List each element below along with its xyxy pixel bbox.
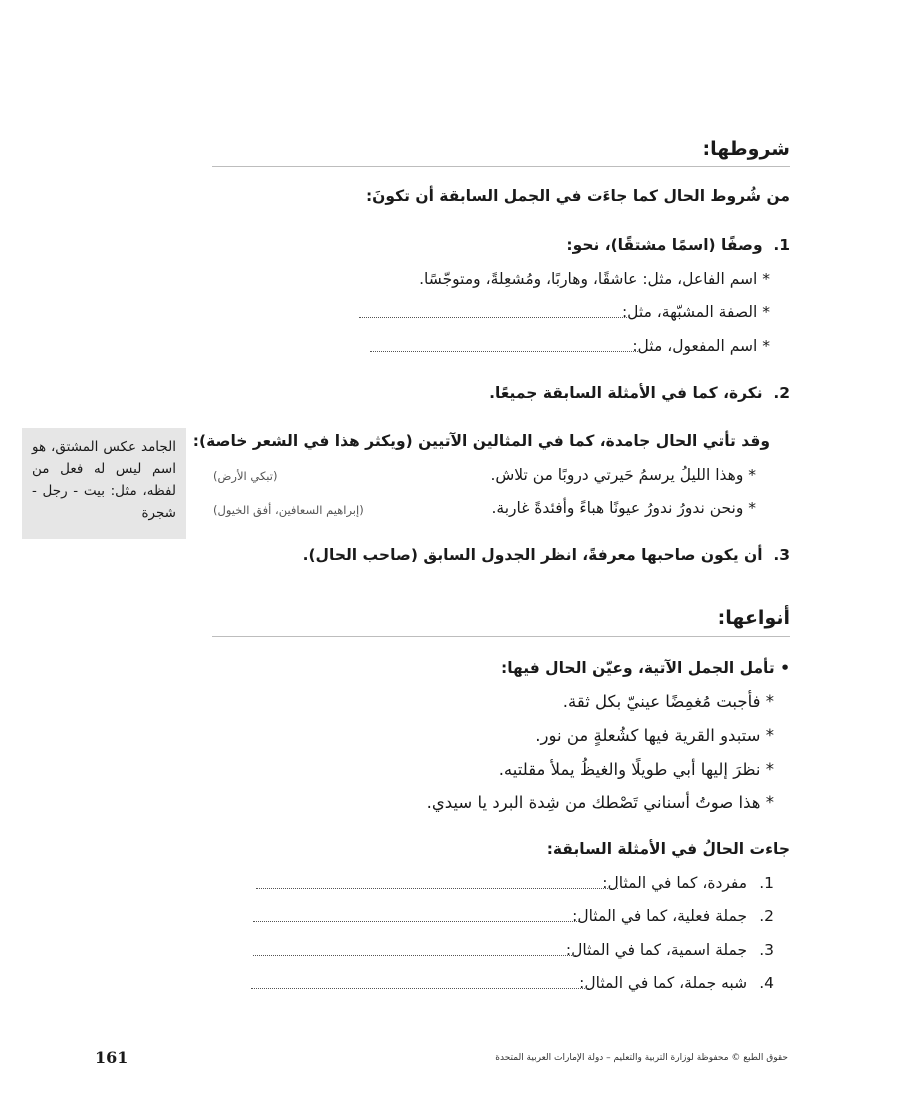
answer-blank[interactable] <box>370 351 638 352</box>
item-number: 1. <box>759 874 774 892</box>
example-source: (إبراهيم السعافين، أفق الخيول) <box>213 503 364 517</box>
side-note <box>22 428 186 539</box>
bullet-star-icon: * <box>760 760 774 779</box>
item-number: 3. <box>773 546 790 564</box>
types-instruction <box>501 659 790 677</box>
answer-blank[interactable] <box>251 988 593 989</box>
item-number: 2. <box>773 384 790 402</box>
answer-blank[interactable] <box>256 888 618 889</box>
condition-item-3 <box>303 546 790 564</box>
example-text: وهذا الليلُ يرسمُ حَيرتي دروبًا من تلاش. <box>490 466 744 484</box>
item-number: 3. <box>759 941 774 959</box>
sentence <box>535 726 774 745</box>
item-title: وصفًا (اسمًا مشتقًا)، نحو: <box>566 236 763 254</box>
bullet-star-icon: * <box>743 499 756 517</box>
bullet-passive-participle <box>632 337 770 355</box>
form-label: جملة فعلية، كما في المثال: <box>572 907 748 925</box>
form-item-2 <box>572 907 774 925</box>
types-divider <box>212 636 790 637</box>
conditions-heading: شروطها: <box>702 138 790 160</box>
bullet-dot-icon: • <box>774 659 790 677</box>
bullet-star-icon: * <box>757 303 770 321</box>
form-item-1 <box>602 874 774 892</box>
form-label: مفردة، كما في المثال: <box>602 874 748 892</box>
conditions-intro: من شُروط الحال كما جاءَت في الجمل السابقة أن تكونَ: <box>365 187 790 205</box>
bullet-star-icon: * <box>743 466 756 484</box>
page-number: 161 <box>95 1048 129 1067</box>
conditions-divider <box>212 166 790 167</box>
bullet-active-participle <box>419 270 770 288</box>
copyright-notice: حقوق الطبع © محفوظة لوزارة التربية والتعليم – دولة الإمارات العربية المتحدة <box>495 1053 788 1063</box>
sentence-text: فأجبت مُغمِضًا عينيّ بكل ثقة. <box>562 692 761 711</box>
frozen-example-1 <box>490 466 756 484</box>
form-item-4 <box>579 974 774 992</box>
frozen-title: وقد تأتي الحال جامدة، كما في المثالين الآتيين (ويكثر هذا في الشعر خاصة): <box>192 432 770 450</box>
bullet-star-icon: * <box>760 793 774 812</box>
answer-blank[interactable] <box>253 921 581 922</box>
item-title: أن يكون صاحبها معرفةً، انظر الجدول السابق (صاحب الحال). <box>302 546 763 564</box>
form-label: جملة اسمية، كما في المثال: <box>565 941 748 959</box>
bullet-star-icon: * <box>757 337 770 355</box>
condition-item-2 <box>489 384 790 402</box>
item-number: 2. <box>759 907 774 925</box>
bullet-text: اسم المفعول، مثل: <box>632 337 758 355</box>
item-title: نكرة، كما في الأمثلة السابقة جميعًا. <box>489 384 763 402</box>
types-subheading: جاءت الحالُ في الأمثلة السابقة: <box>546 840 790 858</box>
example-text: ونحن ندورُ ندورُ عيونًا هباءً وأفئدةً غاربة. <box>491 499 744 517</box>
bullet-adjective <box>622 303 770 321</box>
condition-item-1 <box>566 236 790 254</box>
sentence-text: نظرَ إليها أبي طويلًا والغيظُ يملأ مقلتيه. <box>498 760 761 779</box>
sentence <box>563 692 774 711</box>
form-label: شبه جملة، كما في المثال: <box>579 974 748 992</box>
types-heading: أنواعها: <box>717 607 790 629</box>
bullet-text: الصفة المشبّهة، مثل: <box>621 303 758 321</box>
bullet-text: اسم الفاعل، مثل: عاشقًا، وهاربًا، ومُشعِلةً، ومتوجّسًا. <box>419 270 758 288</box>
answer-blank[interactable] <box>359 317 627 318</box>
form-item-3 <box>566 941 774 959</box>
side-note-text: الجامد عكس المشتق، هو اسم ليس له فعل من لفظه، مثل: بيت - رجل - شجرة <box>32 439 176 521</box>
item-number: 4. <box>759 974 774 992</box>
instruction-text: تأمل الجمل الآتية، وعيّن الحال فيها: <box>501 659 775 677</box>
sentence-text: هذا صوتُ أسناني تَصْطك من شِدة البرد يا سيدي. <box>426 793 761 812</box>
bullet-star-icon: * <box>760 726 774 745</box>
sentence <box>499 760 774 779</box>
bullet-star-icon: * <box>760 692 774 711</box>
bullet-star-icon: * <box>757 270 770 288</box>
sentence-text: ستبدو القرية فيها كشُعلةٍ من نور. <box>535 726 761 745</box>
sentence <box>427 793 774 812</box>
answer-blank[interactable] <box>253 955 578 956</box>
item-number: 1. <box>773 236 790 254</box>
frozen-example-2 <box>491 499 756 517</box>
example-source: (تبكي الأرض) <box>213 469 278 483</box>
